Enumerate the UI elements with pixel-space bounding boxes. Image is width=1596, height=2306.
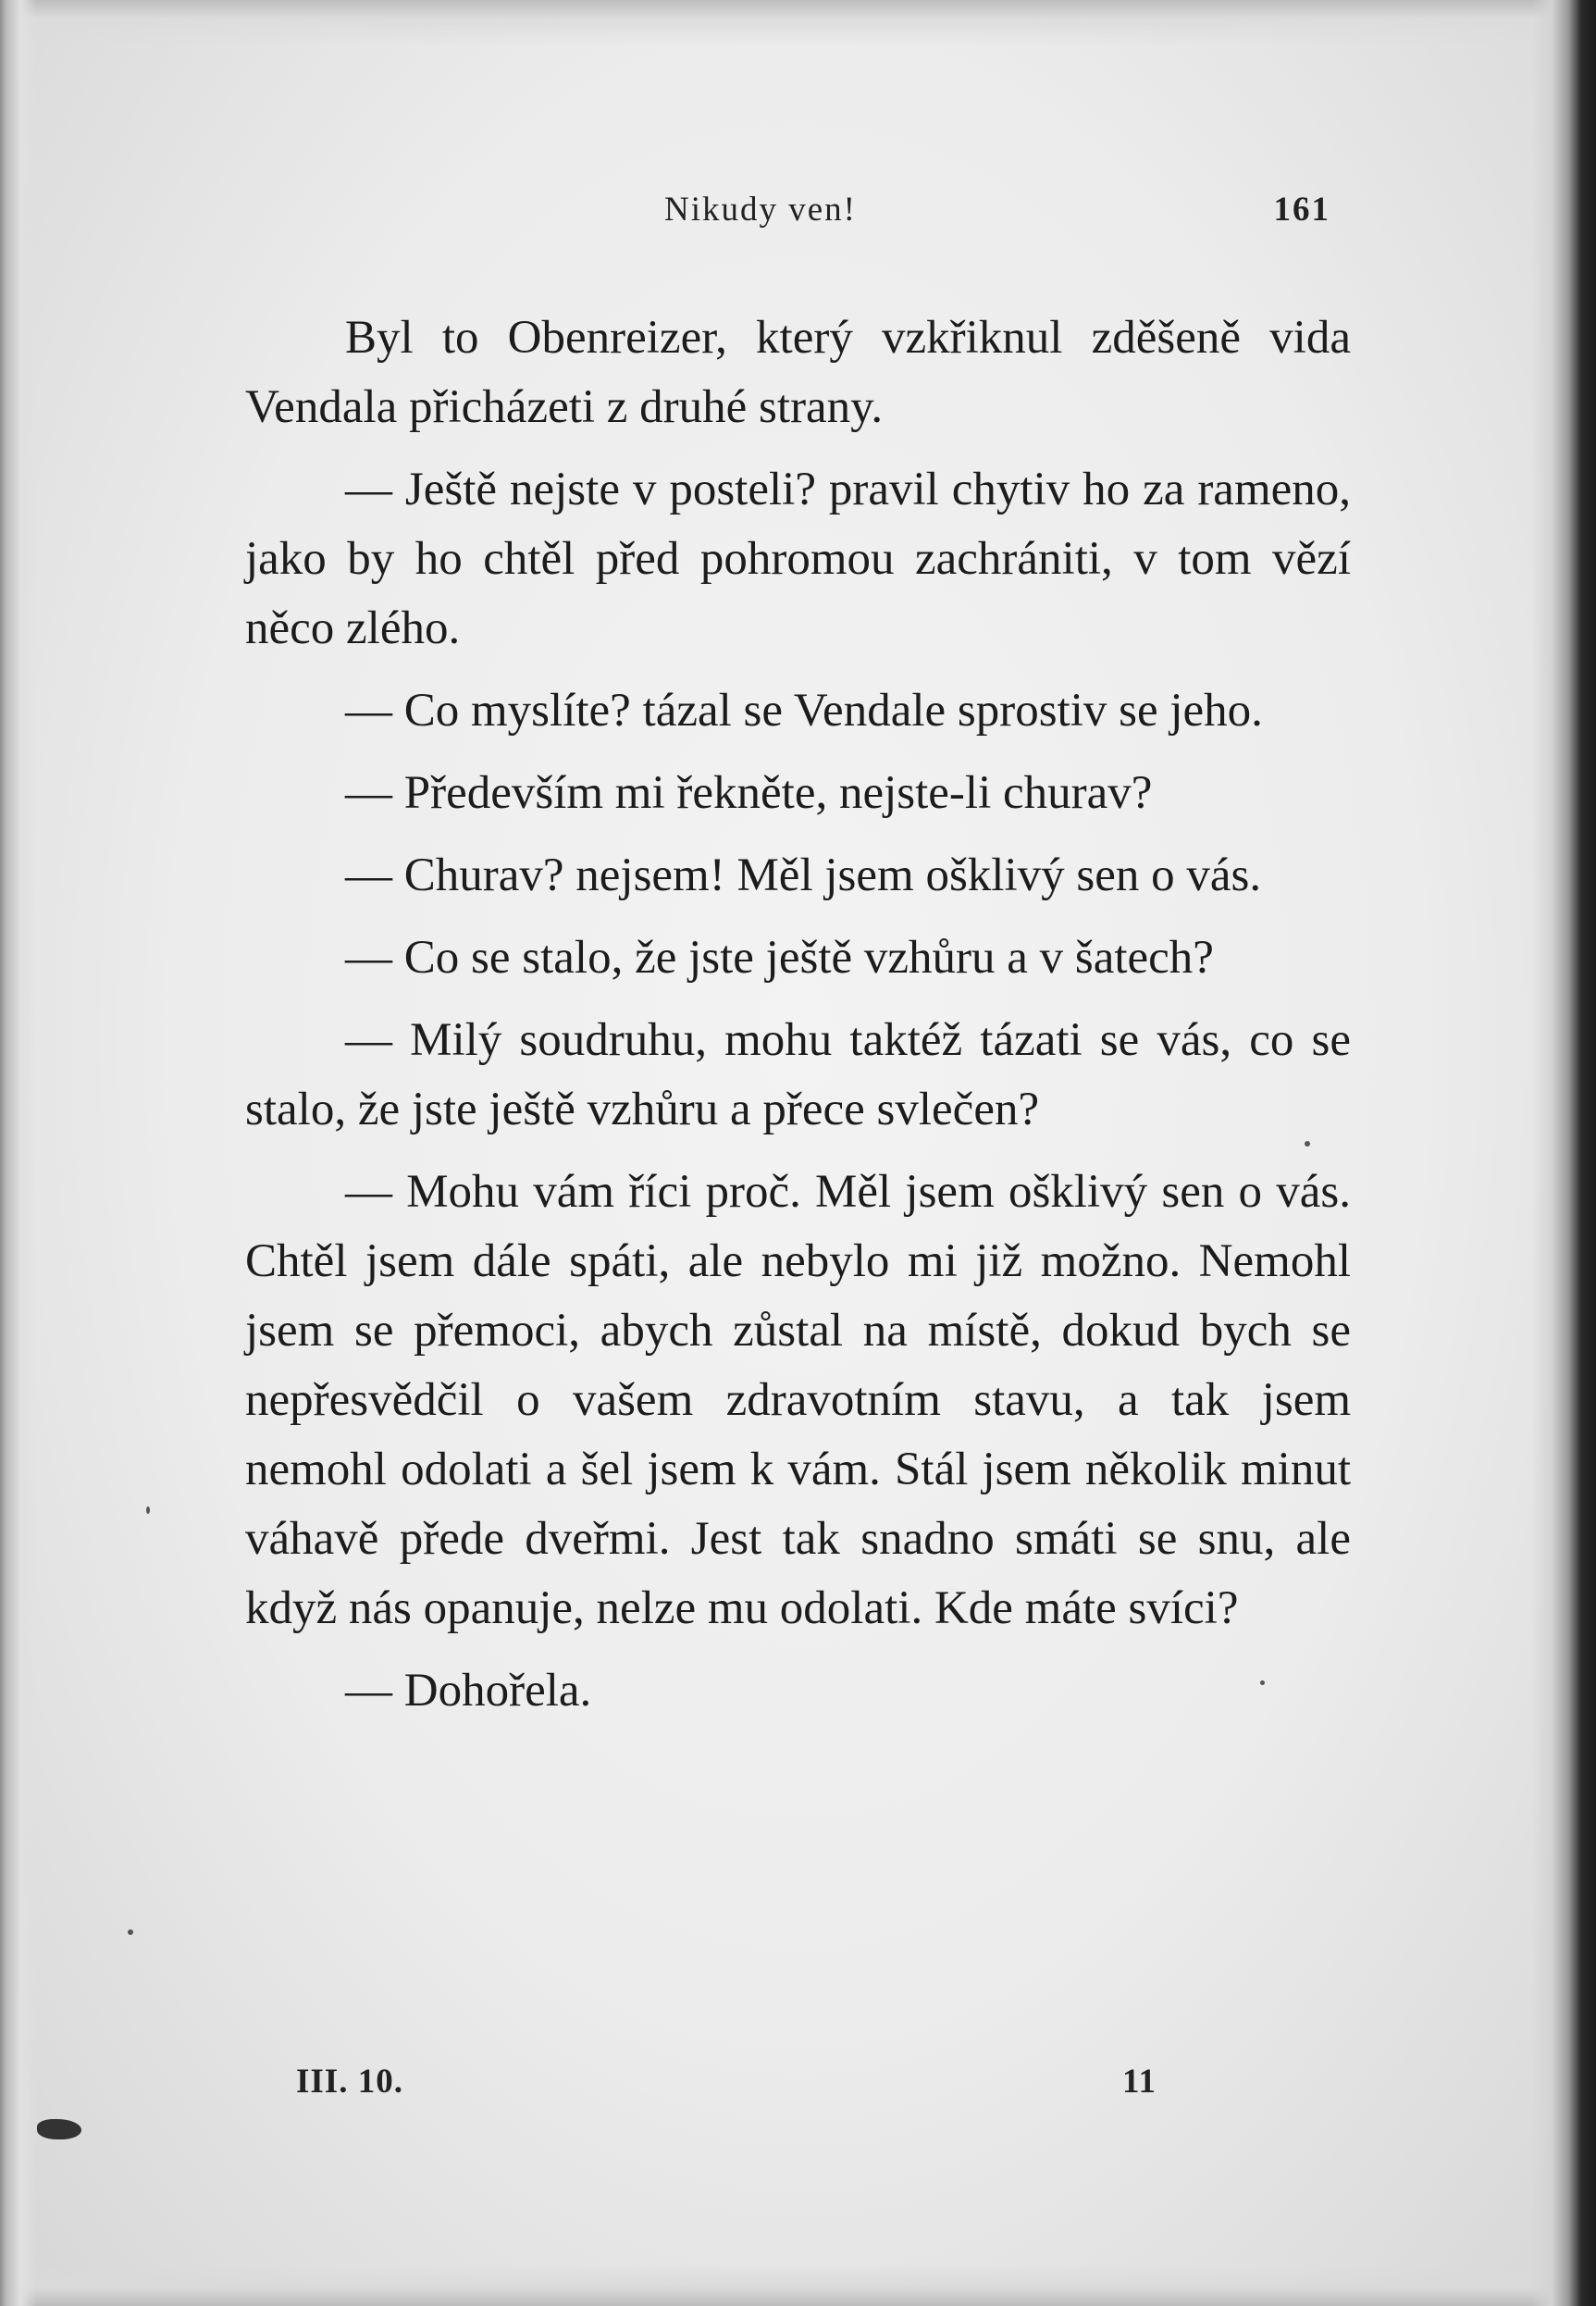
body-text: [245, 304, 1351, 1739]
signature-mark: III. 10.: [296, 2063, 403, 2101]
scan-edge-top: [0, 0, 1596, 46]
paragraph: Byl to Obenreizer, který vzkřiknul zděšeně vida Vendala přicházeti z druhé strany.: [245, 312, 1351, 433]
page-number: 161: [1273, 191, 1330, 229]
dust-speck: [128, 1929, 133, 1935]
paragraph: — Především mi řekněte, nejste-li churav?: [345, 767, 1153, 819]
dust-speck: [146, 1506, 150, 1514]
running-title: Nikudy ven!: [664, 191, 857, 229]
paragraph: — Milý soudruhu, mohu taktéž tázati se vás, co se stalo, že jste ještě vzhůru a přece svlečen?: [245, 1014, 1351, 1135]
sheet-number: 11: [1122, 2063, 1157, 2101]
dust-speck: [37, 2119, 81, 2139]
paragraph: — Mohu vám říci proč. Měl jsem ošklivý sen o vás. Chtěl jsem dále spáti, ale nebylo mi již možno. Nemohl jsem se přemoci, abych zůstal na místě, dokud bych se nepřesvědčil o vašem zdravotním stavu, a tak jsem nemohl odolati a šel jsem k vám. Stál jsem několik minut váhavě přede dveřmi. Jest tak snadno smáti se snu, ale když nás opanuje, nelze mu odolati. Kde máte svíci?: [245, 1166, 1351, 1634]
page-footer: [296, 2062, 1157, 2108]
scan-edge-bottom: [0, 2264, 1596, 2306]
paragraph: — Co myslíte? tázal se Vendale sprostiv se jeho.: [345, 685, 1263, 737]
paragraph: — Ještě nejste v posteli? pravil chytiv ho za rameno, jako by ho chtěl před pohromou zachrániti, v tom vězí něco zlého.: [245, 464, 1351, 654]
paragraph: — Co se stalo, že jste ještě vzhůru a v šatech?: [345, 932, 1214, 984]
paragraph: — Churav? nejsem! Měl jsem ošklivý sen o vás.: [345, 849, 1262, 901]
paragraph: — Dohořela.: [345, 1665, 592, 1717]
scan-edge-left: [0, 0, 37, 2306]
scan-edge-right: [1531, 0, 1596, 2306]
running-header: [664, 190, 1330, 241]
